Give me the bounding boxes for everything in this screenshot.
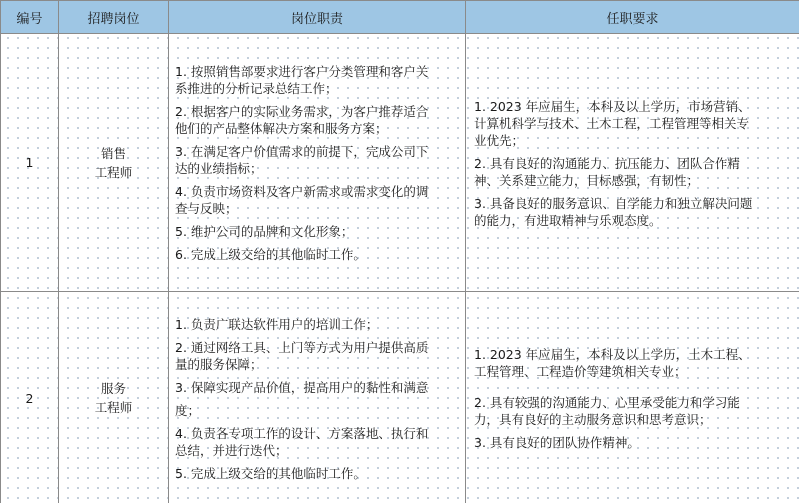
- header-duties: 岗位职责: [169, 1, 466, 34]
- duty-line: 4. 负责市场资料及客户新需求或需求变化的调: [175, 184, 429, 199]
- requirement-line: 3. 具备良好的服务意识、自学能力和独立解决问题: [474, 195, 753, 211]
- row-duties: [169, 34, 466, 292]
- duty-line: 4. 负责各专项工作的设计、方案落地、执行和: [175, 425, 429, 441]
- duty-line: 5. 维护公司的品牌和文化形象；: [175, 224, 354, 239]
- position-line: 工程师: [94, 400, 133, 415]
- row-id: 2: [1, 292, 59, 503]
- duty-line: 查与反映；: [175, 201, 238, 216]
- duty-line: 达的业绩指标；: [175, 161, 263, 176]
- row-position: [59, 292, 169, 503]
- row-duties: [169, 292, 466, 503]
- position-line: 服务: [100, 381, 126, 396]
- duty-line: 1. 按照销售部要求进行客户分类管理和客户关: [175, 64, 429, 79]
- requirement-line: 力，具有良好的主动服务意识和思考意识；: [474, 412, 712, 427]
- row-position: [59, 34, 169, 292]
- duty-line: 他们的产品整体解决方案和服务方案；: [175, 121, 388, 136]
- duty-line: 3. 在满足客户价值需求的前提下，完成公司下: [175, 144, 429, 159]
- table-row: [1, 34, 799, 292]
- requirement-line: 3. 具有良好的团队协作精神。: [474, 435, 640, 450]
- position-line: 工程师: [94, 164, 133, 180]
- requirement-line: 2. 具有良好的沟通能力、抗压能力、团队合作精: [474, 155, 740, 171]
- row-id: 1: [1, 34, 59, 292]
- header-id: 编号: [1, 1, 59, 34]
- row-requirements: [466, 34, 799, 292]
- requirement-line: 计算机科学与技术、土木工程，工程管理等相关专: [474, 115, 750, 131]
- row-requirements: [466, 292, 799, 503]
- requirement-line: 2. 具有较强的沟通能力、心里承受能力和学习能: [474, 395, 740, 410]
- duty-line: 量的服务保障；: [175, 356, 263, 372]
- requirement-line: 1. 2023 年应届生，本科及以上学历，土木工程、: [474, 347, 751, 362]
- requirement-line: 业优先；: [474, 132, 525, 148]
- duty-line: 3. 保障实现产品价值，提高用户的黏性和满意: [175, 379, 429, 395]
- requirement-line: 神、关系建立能力，目标感强，有韧性；: [474, 172, 700, 188]
- duty-line: 2. 通过网络工具、上门等方式为用户提供高质: [175, 339, 429, 355]
- duty-line: 系推进的分析记录总结工作；: [175, 81, 338, 96]
- duty-line: 5. 完成上级交给的其他临时工作。: [175, 465, 366, 481]
- duty-line: 1. 负责广联达软件用户的培训工作；: [175, 316, 379, 332]
- table-header-row: [1, 1, 799, 34]
- requirement-line: 工程管理、工程造价等建筑相关专业；: [474, 364, 687, 379]
- requirement-line: 的能力，有进取精神与乐观态度。: [474, 212, 662, 228]
- duty-line: 6. 完成上级交给的其他临时工作。: [175, 247, 366, 262]
- duty-line: 度；: [175, 402, 201, 418]
- header-position: 招聘岗位: [59, 1, 169, 34]
- duty-line: 总结，并进行迭代；: [175, 442, 288, 458]
- position-line: 销售: [100, 145, 126, 161]
- requirement-line: 1. 2023 年应届生，本科及以上学历，市场营销、: [474, 98, 751, 114]
- duty-line: 2. 根据客户的实际业务需求，为客户推荐适合: [175, 104, 429, 119]
- header-requirements: 任职要求: [466, 1, 799, 34]
- table-row: [1, 292, 799, 503]
